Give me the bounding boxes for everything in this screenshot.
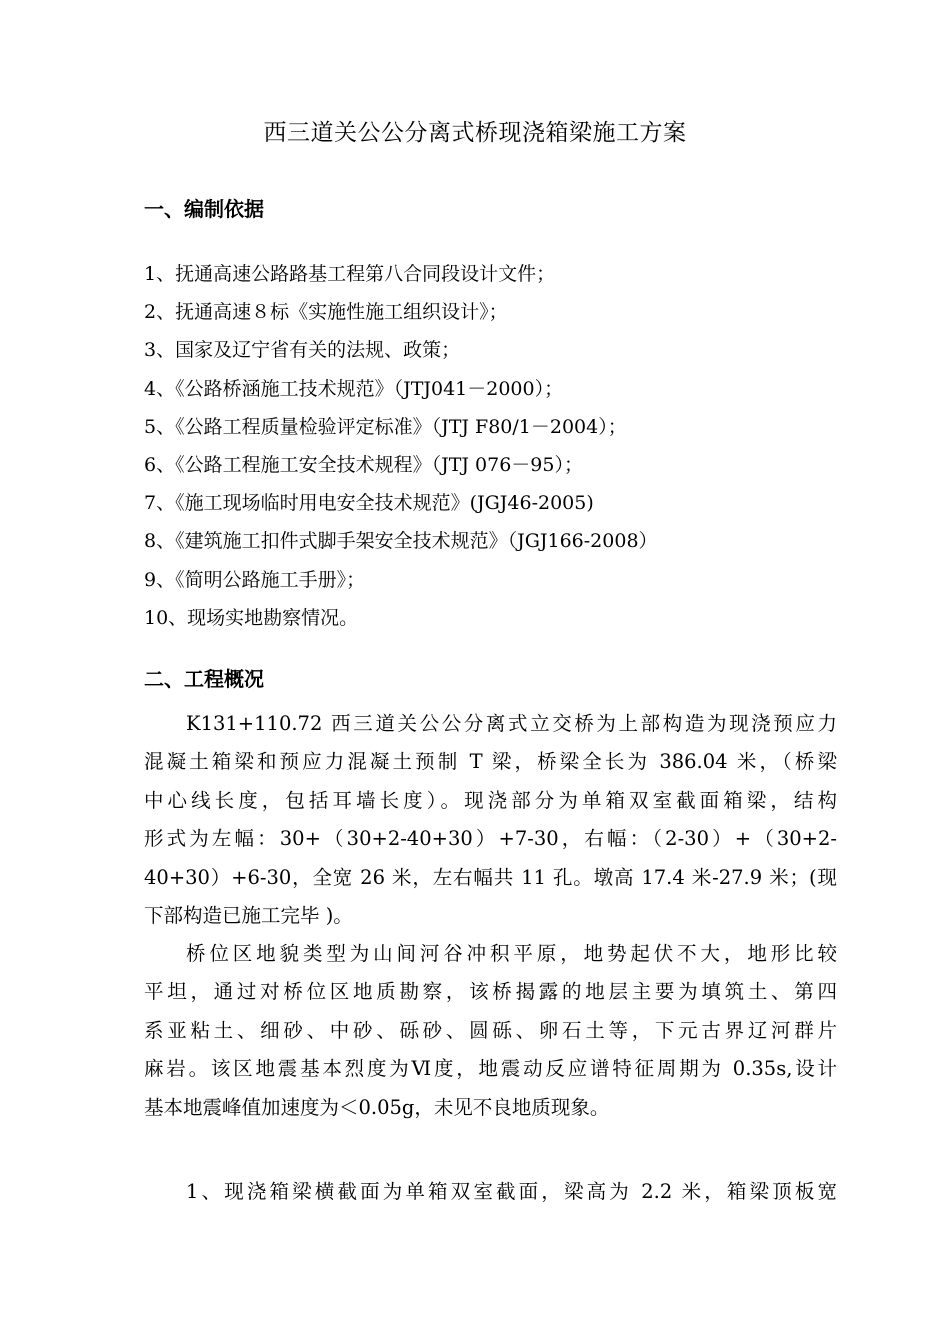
list-item: 4、《公路桥涵施工技术规范》（JTJ041－2000）； <box>144 377 564 400</box>
list-item: 10、现场实地勘察情况。 <box>144 606 359 629</box>
paragraph-line: 40+30）+6-30，全宽 26 米，左右幅共 11 孔。墩高 17.4 米-27.9 米；(现 <box>144 865 837 889</box>
paragraph-line: 基本地震峰值加速度为＜0.05g，未见不良地质现象。 <box>144 1095 610 1119</box>
paragraph-line: 混凝土箱梁和预应力混凝土预制 T 梁，桥梁全长为 386.04 米，（桥梁 <box>144 750 837 774</box>
section-heading-overview: 二、工程概况 <box>144 667 264 691</box>
overview-paragraph-2 <box>144 935 837 1127</box>
list-item: 3、国家及辽宁省有关的法规、政策； <box>144 339 461 362</box>
overview-paragraph-1 <box>144 705 837 935</box>
paragraph-line: 1、现浇箱梁横截面为单箱双室截面，梁高为 2.2 米，箱梁顶板宽 <box>186 1180 837 1203</box>
list-item: 2、抚通高速８标《实施性施工组织设计》； <box>144 301 508 324</box>
paragraph-line: 平坦，通过对桥位区地质勘察，该桥揭露的地层主要为填筑土、第四 <box>144 980 837 1004</box>
list-item: 9、《简明公路施工手册》； <box>144 568 366 591</box>
list-item: 6、《公路工程施工安全技术规程》（JTJ 076－95）； <box>144 453 583 476</box>
document-title: 西三道关公公分离式桥现浇箱梁施工方案 <box>263 120 687 146</box>
overview-paragraph-3 <box>144 1173 837 1211</box>
paragraph-line: 桥位区地貌类型为山间河谷冲积平原，地势起伏不大，地形比较 <box>186 942 837 965</box>
list-item: 1、抚通高速公路路基工程第八合同段设计文件； <box>144 263 556 285</box>
paragraph-line: 中心线长度，包括耳墙长度）。现浇部分为单箱双室截面箱梁，结构 <box>144 788 837 812</box>
section-heading-basis: 一、编制依据 <box>144 197 264 221</box>
list-item: 5、《公路工程质量检验评定标准》（JTJ F80/1－2004）； <box>144 415 627 438</box>
paragraph-line: 麻岩。该区地震基本烈度为Ⅵ度，地震动反应谱特征周期为 0.35s,设计 <box>144 1057 837 1081</box>
paragraph-line: K131+110.72 西三道关公公分离式立交桥为上部构造为现浇预应力 <box>186 712 837 735</box>
basis-list <box>144 258 844 640</box>
paragraph-line: 系亚粘土、细砂、中砂、砾砂、圆砾、卵石土等，下元古界辽河群片 <box>144 1018 837 1042</box>
list-item: 8、《建筑施工扣件式脚手架安全技术规范》（JGJ166-2008） <box>144 530 658 553</box>
paragraph-line: 下部构造已施工完毕 )。 <box>144 904 353 928</box>
paragraph-line: 形式为左幅：30+（30+2-40+30）+7-30，右幅：（2-30）+（30+2- <box>144 827 837 851</box>
list-item: 7、《施工现场临时用电安全技术规范》(JGJ46-2005) <box>144 492 594 515</box>
